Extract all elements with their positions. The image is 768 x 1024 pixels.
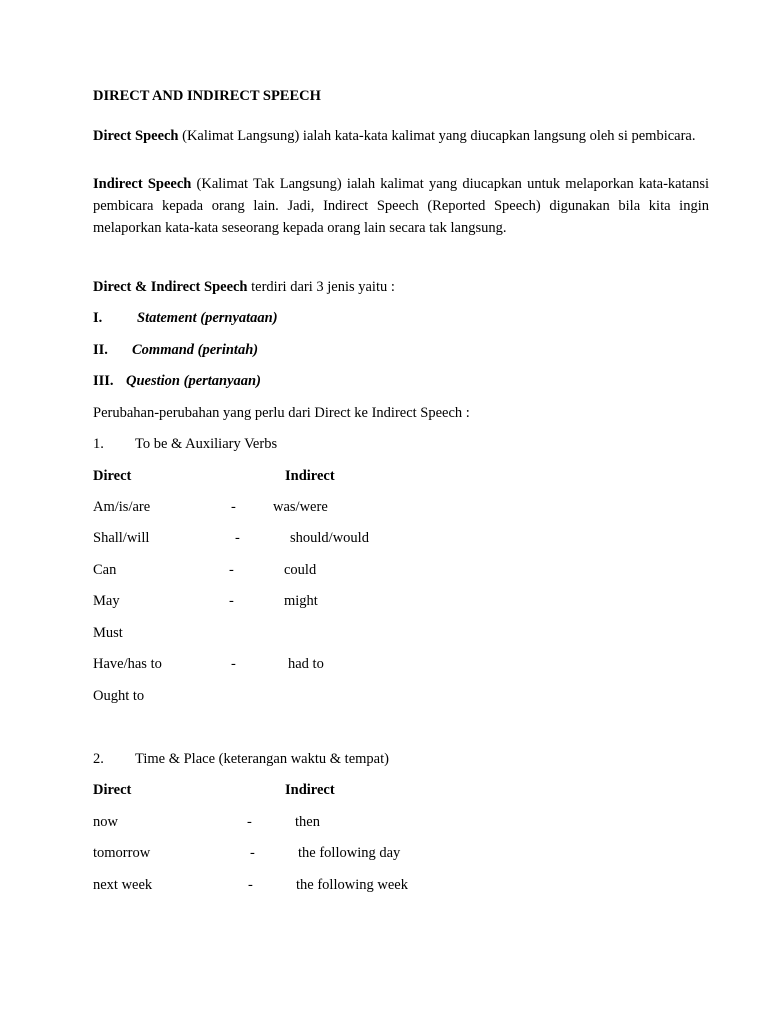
table-cell-dash: - <box>231 656 236 672</box>
type-number: II. <box>93 342 108 358</box>
type-command: Command (perintah) <box>132 342 259 358</box>
type-question: Question (pertanyaan) <box>126 373 261 389</box>
type-statement: Statement (pernyataan) <box>137 310 278 326</box>
type-number: III. <box>93 373 114 389</box>
section1-title: To be & Auxiliary Verbs <box>135 436 278 452</box>
section1-direct-header: Direct <box>93 468 132 484</box>
type-number: I. <box>93 310 103 326</box>
section2-direct-header: Direct <box>93 782 132 798</box>
table-cell-direct: Shall/will <box>93 530 150 546</box>
types-intro-term: Direct & Indirect Speech <box>93 279 248 295</box>
table-cell-direct: May <box>93 593 120 609</box>
table-cell-dash: - <box>229 593 234 609</box>
table-cell-indirect: then <box>295 814 320 830</box>
section1-number: 1. <box>93 436 104 452</box>
table-cell-direct: Am/is/are <box>93 499 151 515</box>
indirect-speech-definition <box>93 173 709 239</box>
section2-title: Time & Place (keterangan waktu & tempat) <box>135 751 389 767</box>
types-intro-text: terdiri dari 3 jenis yaitu : <box>251 279 395 295</box>
table-cell-indirect: the following day <box>298 845 401 861</box>
direct-speech-text: (Kalimat Langsung) ialah kata-kata kalimat yang diucapkan langsung oleh si pembicara. <box>182 128 696 144</box>
table-cell-indirect: had to <box>288 656 324 672</box>
table-cell-direct: now <box>93 814 118 830</box>
section2-number: 2. <box>93 751 104 767</box>
direct-speech-term: Direct Speech <box>93 128 179 144</box>
indirect-speech-text: (Kalimat Tak Langsung) ialah kalimat yang diucapkan untuk melaporkan kata-katansi pembicara kepada orang lain. Jadi, Indirect Speech (Reported Speech) digunakan bila kita ingin melaporkan kata-kata seseorang kepada orang lain secara tak langsung. <box>93 176 709 236</box>
section2-indirect-header: Indirect <box>285 782 335 798</box>
table-cell-direct: Can <box>93 562 117 578</box>
table-cell-dash: - <box>248 877 253 893</box>
table-cell-dash: - <box>247 814 252 830</box>
table-cell-indirect: should/would <box>290 530 369 546</box>
section1-indirect-header: Indirect <box>285 468 335 484</box>
table-cell-indirect: could <box>284 562 317 578</box>
table-cell-dash: - <box>229 562 234 578</box>
changes-intro: Perubahan-perubahan yang perlu dari Direct ke Indirect Speech : <box>93 405 470 421</box>
table-cell-dash: - <box>250 845 255 861</box>
indirect-speech-term: Indirect Speech <box>93 176 192 192</box>
direct-speech-definition <box>93 125 709 147</box>
table-cell-indirect: was/were <box>273 499 328 515</box>
types-intro <box>93 280 395 295</box>
table-cell-direct: Ought to <box>93 688 145 704</box>
table-cell-direct: Must <box>93 625 123 641</box>
table-cell-direct: Have/has to <box>93 656 162 672</box>
table-cell-dash: - <box>235 530 240 546</box>
table-cell-direct: tomorrow <box>93 845 151 861</box>
table-cell-indirect: the following week <box>296 877 408 893</box>
table-cell-direct: next week <box>93 877 153 893</box>
document-title: DIRECT AND INDIRECT SPEECH <box>93 88 321 104</box>
table-cell-indirect: might <box>284 593 318 609</box>
table-cell-dash: - <box>231 499 236 515</box>
